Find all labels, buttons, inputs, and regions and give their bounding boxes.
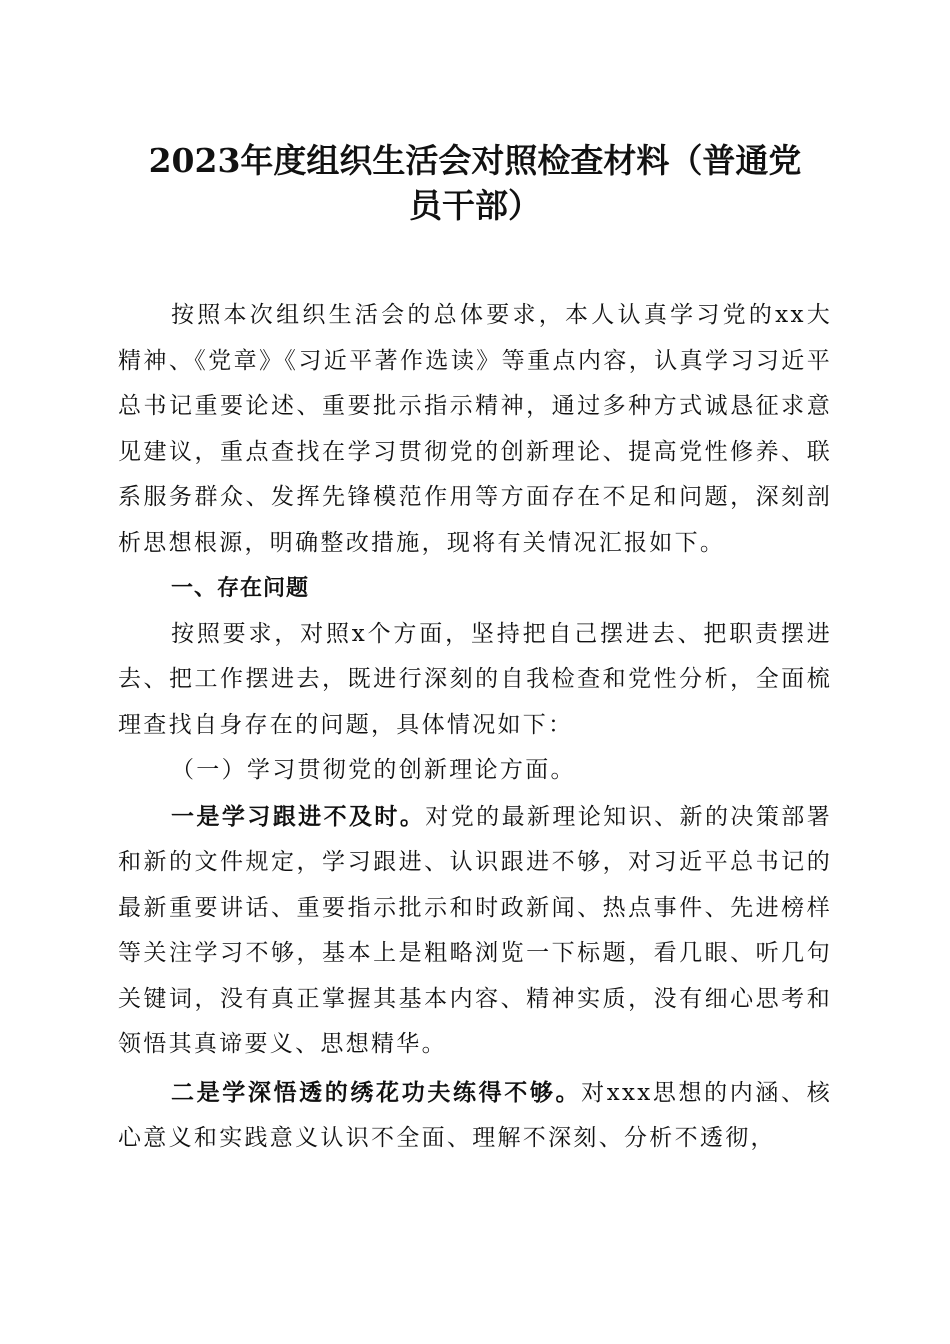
item-1-text: 对党的最新理论知识、新的决策部署和新的文件规定，学习跟进、认识跟进不够，对习近平总书记的最新重要讲话、重要指示批示和时政新闻、热点事件、先进榜样等关注学习不够，基本上是粗略浏览一下标题，看几眼、听几句关键词，没有真正掌握其基本内容、精神实质，没有细心思考和领悟其真谛要义、思想精华。 [118, 803, 832, 1057]
item-paragraph-2 [118, 1070, 832, 1162]
title-line-2: 员干部） [409, 186, 541, 225]
item-2-lead: 二是学深悟透的绣花功夫练得不够。 [171, 1078, 582, 1106]
document-page [118, 0, 832, 1162]
document-title [118, 0, 832, 228]
title-line-1: 2023年度组织生活会对照检查材料（普通党 [148, 141, 802, 180]
item-1-lead: 一是学习跟进不及时。 [171, 802, 426, 830]
document-body [118, 293, 832, 1162]
item-paragraph-1 [118, 794, 832, 1068]
section-intro-paragraph: 按照要求，对照x个方面，坚持把自己摆进去、把职责摆进去、把工作摆进去，既进行深刻的自我检查和党性分析，全面梳理查找自身存在的问题，具体情况如下： [118, 620, 832, 738]
item-2-text: 对xxx思想的内涵、核心意义和实践意义认识不全面、理解不深刻、分析不透彻， [118, 1079, 832, 1151]
section-heading-problems: 一、存在问题 [171, 576, 310, 601]
intro-paragraph: 按照本次组织生活会的总体要求，本人认真学习党的xx大精神、《党章》《习近平著作选读》等重点内容，认真学习习近平总书记重要论述、重要批示指示精神，通过多种方式诚恳征求意见建议，重点查找在学习贯彻党的创新理论、提高党性修养、联系服务群众、发挥先锋模范作用等方面存在不足和问题，深刻剖析思想根源，明确整改措施，现将有关情况汇报如下。 [118, 302, 832, 556]
subsection-heading-theory: （一）学习贯彻党的创新理论方面。 [171, 757, 576, 783]
